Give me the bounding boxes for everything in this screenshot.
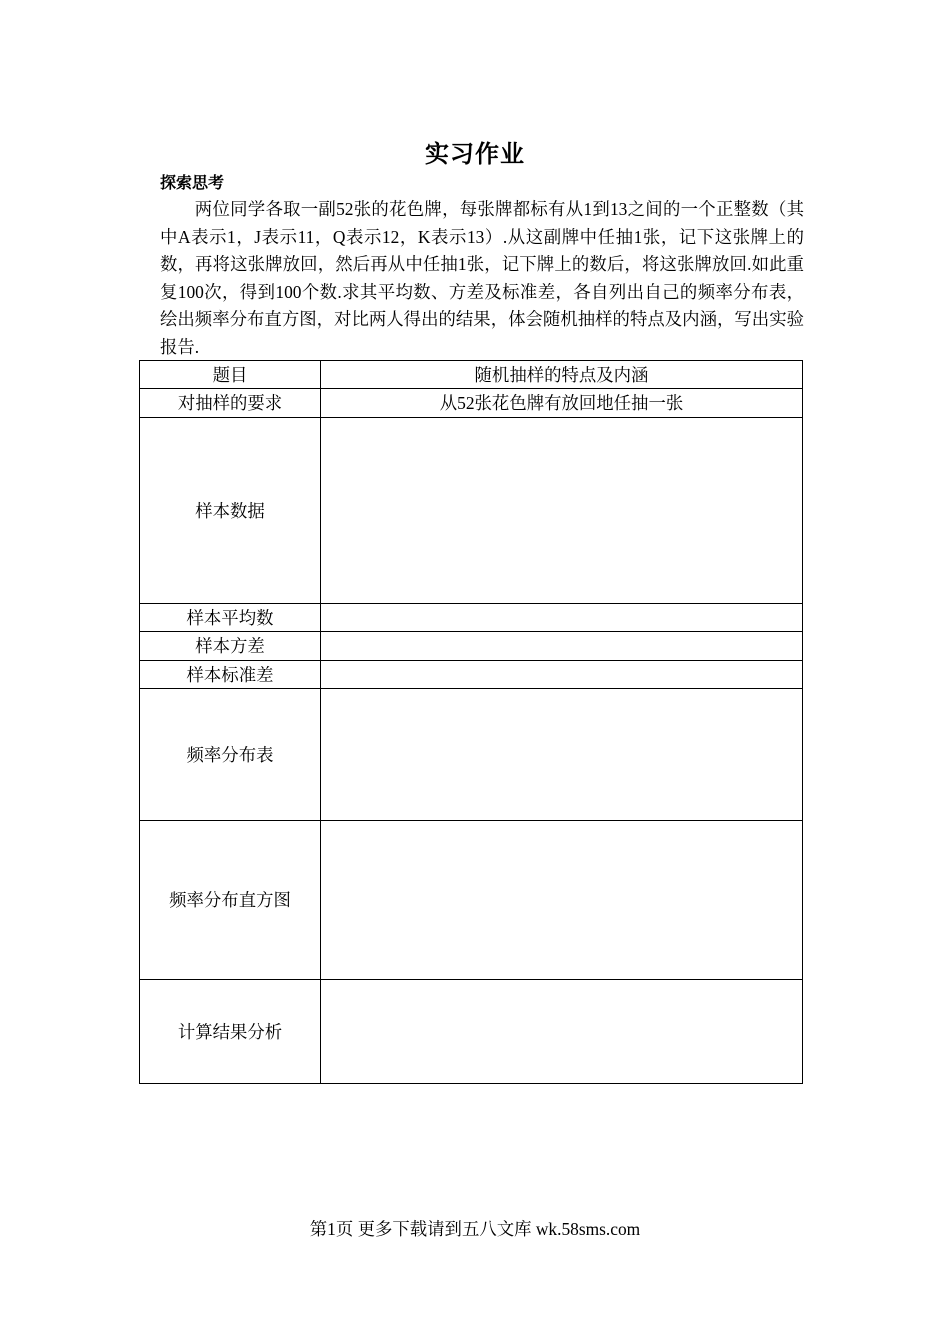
table-header-row: [140, 361, 803, 389]
row-label-cell: 样本平均数: [140, 604, 321, 632]
row-label-cell: 样本标准差: [140, 661, 321, 689]
table-row-frequency-histogram: [140, 821, 803, 980]
row-label-cell: 计算结果分析: [140, 980, 321, 1084]
table-row-sample-data: [140, 418, 803, 604]
row-label-cell: 样本方差: [140, 632, 321, 661]
row-value-cell: [321, 661, 803, 689]
experiment-report-table: [139, 360, 803, 1084]
table-row-sampling-requirement: [140, 389, 803, 418]
table-row-sample-variance: [140, 632, 803, 661]
table-row-result-analysis: [140, 980, 803, 1084]
row-label-cell: 样本数据: [140, 418, 321, 604]
problem-paragraph: 两位同学各取一副52张的花色牌，每张牌都标有从1到13之间的一个正整数（其中A表示1，J表示11，Q表示12，K表示13）.从这副牌中任抽1张，记下这张牌上的数，再将这张牌放回，然后再从中任抽1张，记下牌上的数后，将这张牌放回.如此重复100次，得到100个数.求其平均数、方差及标准差，各自列出自己的频率分布表，绘出频率分布直方图，对比两人得出的结果，体会随机抽样的特点及内涵，写出实验报告.: [160, 199, 804, 357]
row-value-cell: [321, 604, 803, 632]
row-value-cell: [321, 689, 803, 821]
table-row-sample-std: [140, 661, 803, 689]
page-title: 实习作业: [425, 140, 525, 168]
table-row-frequency-table: [140, 689, 803, 821]
page-footer: 第1页 更多下载请到五八文库 wk.58sms.com: [309, 1219, 641, 1239]
row-label-cell: 对抽样的要求: [140, 389, 321, 418]
section-heading: 探索思考: [160, 173, 225, 192]
table-row-sample-mean: [140, 604, 803, 632]
row-value-cell: [321, 418, 803, 604]
row-label-cell: 频率分布表: [140, 689, 321, 821]
row-value-cell: 从52张花色牌有放回地任抽一张: [321, 389, 803, 418]
header-value-cell: 随机抽样的特点及内涵: [321, 361, 803, 389]
row-value-cell: [321, 980, 803, 1084]
row-value-cell: [321, 821, 803, 980]
row-label-cell: 频率分布直方图: [140, 821, 321, 980]
row-value-cell: [321, 632, 803, 661]
header-label-cell: 题目: [140, 361, 321, 389]
